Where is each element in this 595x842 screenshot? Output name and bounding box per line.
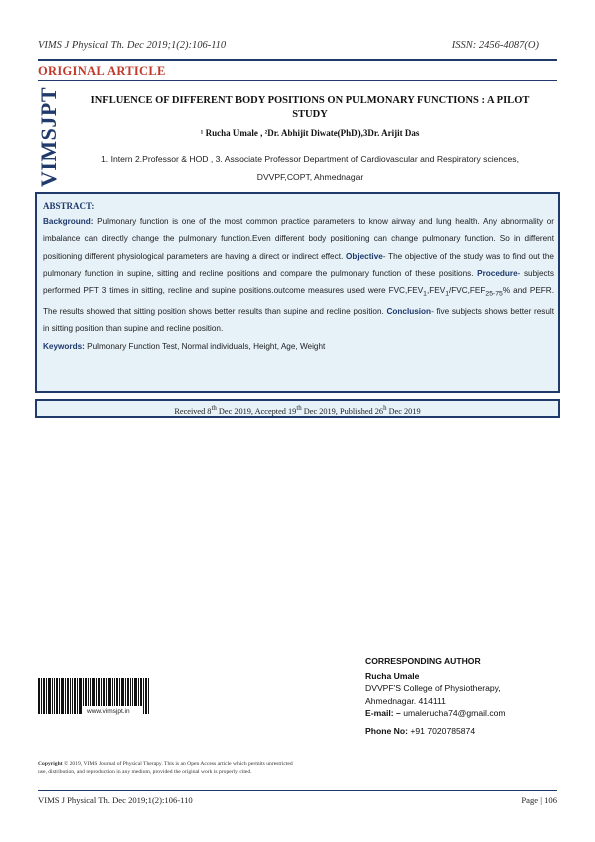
received-c: Dec 2019, Published 26	[301, 406, 384, 416]
corresponding-name: Rucha Umale	[365, 671, 420, 682]
email-label: E-mail: –	[365, 707, 401, 718]
running-header	[38, 40, 557, 54]
corresponding-phone	[365, 725, 565, 737]
keywords-text: Pulmonary Function Test, Normal individuals, Height, Age, Weight	[84, 341, 326, 351]
sup-1: th	[211, 405, 217, 412]
background-label: Background:	[43, 217, 94, 226]
section-label: ORIGINAL ARTICLE	[38, 64, 166, 78]
objective-label: Objective	[345, 251, 383, 261]
affiliation-line-1: 1. Intern 2.Professor & HOD , 3. Associate Professor Department of Cardiovascular and Respiratory sciences,	[101, 154, 519, 164]
abstract-body	[43, 213, 554, 338]
conclusion-text: - five subjects shows better result in sitting position than supine and recline position.	[43, 307, 555, 334]
phone-label: Phone No:	[365, 726, 408, 737]
copyright-text-1: © 2019, VIMS Journal of Physical Therapy. This is an Open Access article which permits unrestricted	[62, 761, 293, 767]
journal-citation: VIMS J Physical Th. Dec 2019;1(2):106-110	[38, 40, 227, 51]
received-d: Dec 2019	[386, 406, 421, 416]
background-text: Pulmonary function is one of the most common practice parameters to know airway and lung health. Any abnormality or imbalance can directly change the pulmonary function.Even different body positioning can change pulmonary function. So in different positioning different physiological parameters are having a direct or indirect effect.	[43, 217, 554, 261]
corresponding-email	[365, 707, 565, 719]
publication-dates	[35, 399, 560, 418]
vertical-logo-text: VIMSJPT	[36, 86, 61, 188]
barcode-url[interactable]: www.vimsjpt.in	[87, 708, 130, 715]
procedure-text-b: ,FEV	[426, 286, 446, 296]
sup-2: th	[296, 405, 302, 412]
copyright-notice	[38, 760, 338, 776]
copyright-label: Copyright	[38, 761, 63, 767]
article-title	[80, 94, 540, 122]
procedure-label: Procedure	[477, 268, 518, 278]
keywords-label: Keywords:	[43, 341, 85, 351]
section-rule	[38, 80, 557, 81]
received-b: Dec 2019, Accepted 19	[216, 406, 297, 416]
corresponding-city: Ahmednagar. 414111	[365, 695, 446, 706]
footer-citation: VIMS J Physical Th. Dec 2019;1(2):106-110	[38, 795, 193, 805]
footer-rule	[38, 790, 557, 791]
affiliations	[66, 150, 554, 186]
corresponding-author	[365, 655, 565, 737]
subscript-3: 25-75	[485, 290, 503, 298]
affiliation-line-2: DVVPF,COPT, Ahmednagar	[256, 172, 364, 182]
conclusion-label: Conclusion	[386, 307, 432, 317]
authors: ¹ Rucha Umale , ²Dr. Abhijit Diwate(PhD),3Dr. Arijit Das	[200, 128, 420, 138]
phone-number: +91 7020785874	[407, 726, 476, 737]
sup-3: h	[383, 405, 387, 412]
keywords	[43, 338, 554, 355]
issn: ISSN: 2456-4087(O)	[451, 40, 539, 51]
corresponding-institution: DVVPF'S College of Physiotherapy,	[365, 683, 501, 694]
header-rule	[38, 59, 557, 61]
abstract-box	[35, 192, 560, 393]
procedure-text-a: - subjects performed PFT 3 times in sitting, recline and supine positions.outcome measures used were FVC,FEV	[43, 268, 554, 296]
subscript-1: 1	[423, 290, 427, 298]
journal-vertical-logo	[36, 84, 62, 190]
procedure-text-d: % and PEFR. The results showed that sitting position shows better results than supine and recline position.	[43, 286, 554, 317]
corresponding-title: CORRESPONDING AUTHOR	[365, 656, 481, 666]
title-line-2: STUDY	[292, 109, 328, 120]
page-number: Page | 106	[521, 795, 557, 805]
procedure-text-c: /FVC,FEF	[449, 286, 486, 296]
email-link[interactable]: umalerucha74@gmail.com	[400, 707, 506, 718]
title-line-1: INFLUENCE OF DIFFERENT BODY POSITIONS ON PULMONARY FUNCTIONS : A PILOT	[90, 95, 530, 106]
received-a: Received 8	[174, 406, 212, 416]
abstract-heading: ABSTRACT:	[43, 201, 95, 211]
objective-text: - The objective of the study was to find out the pulmonary function in supine, sitting and recline positions and compare the pulmonary function of these positions.	[43, 251, 554, 278]
subscript-2: 1	[445, 290, 449, 298]
copyright-text-2: use, distribution, and reproduction in any medium, provided the original work is properly cited.	[38, 769, 252, 775]
